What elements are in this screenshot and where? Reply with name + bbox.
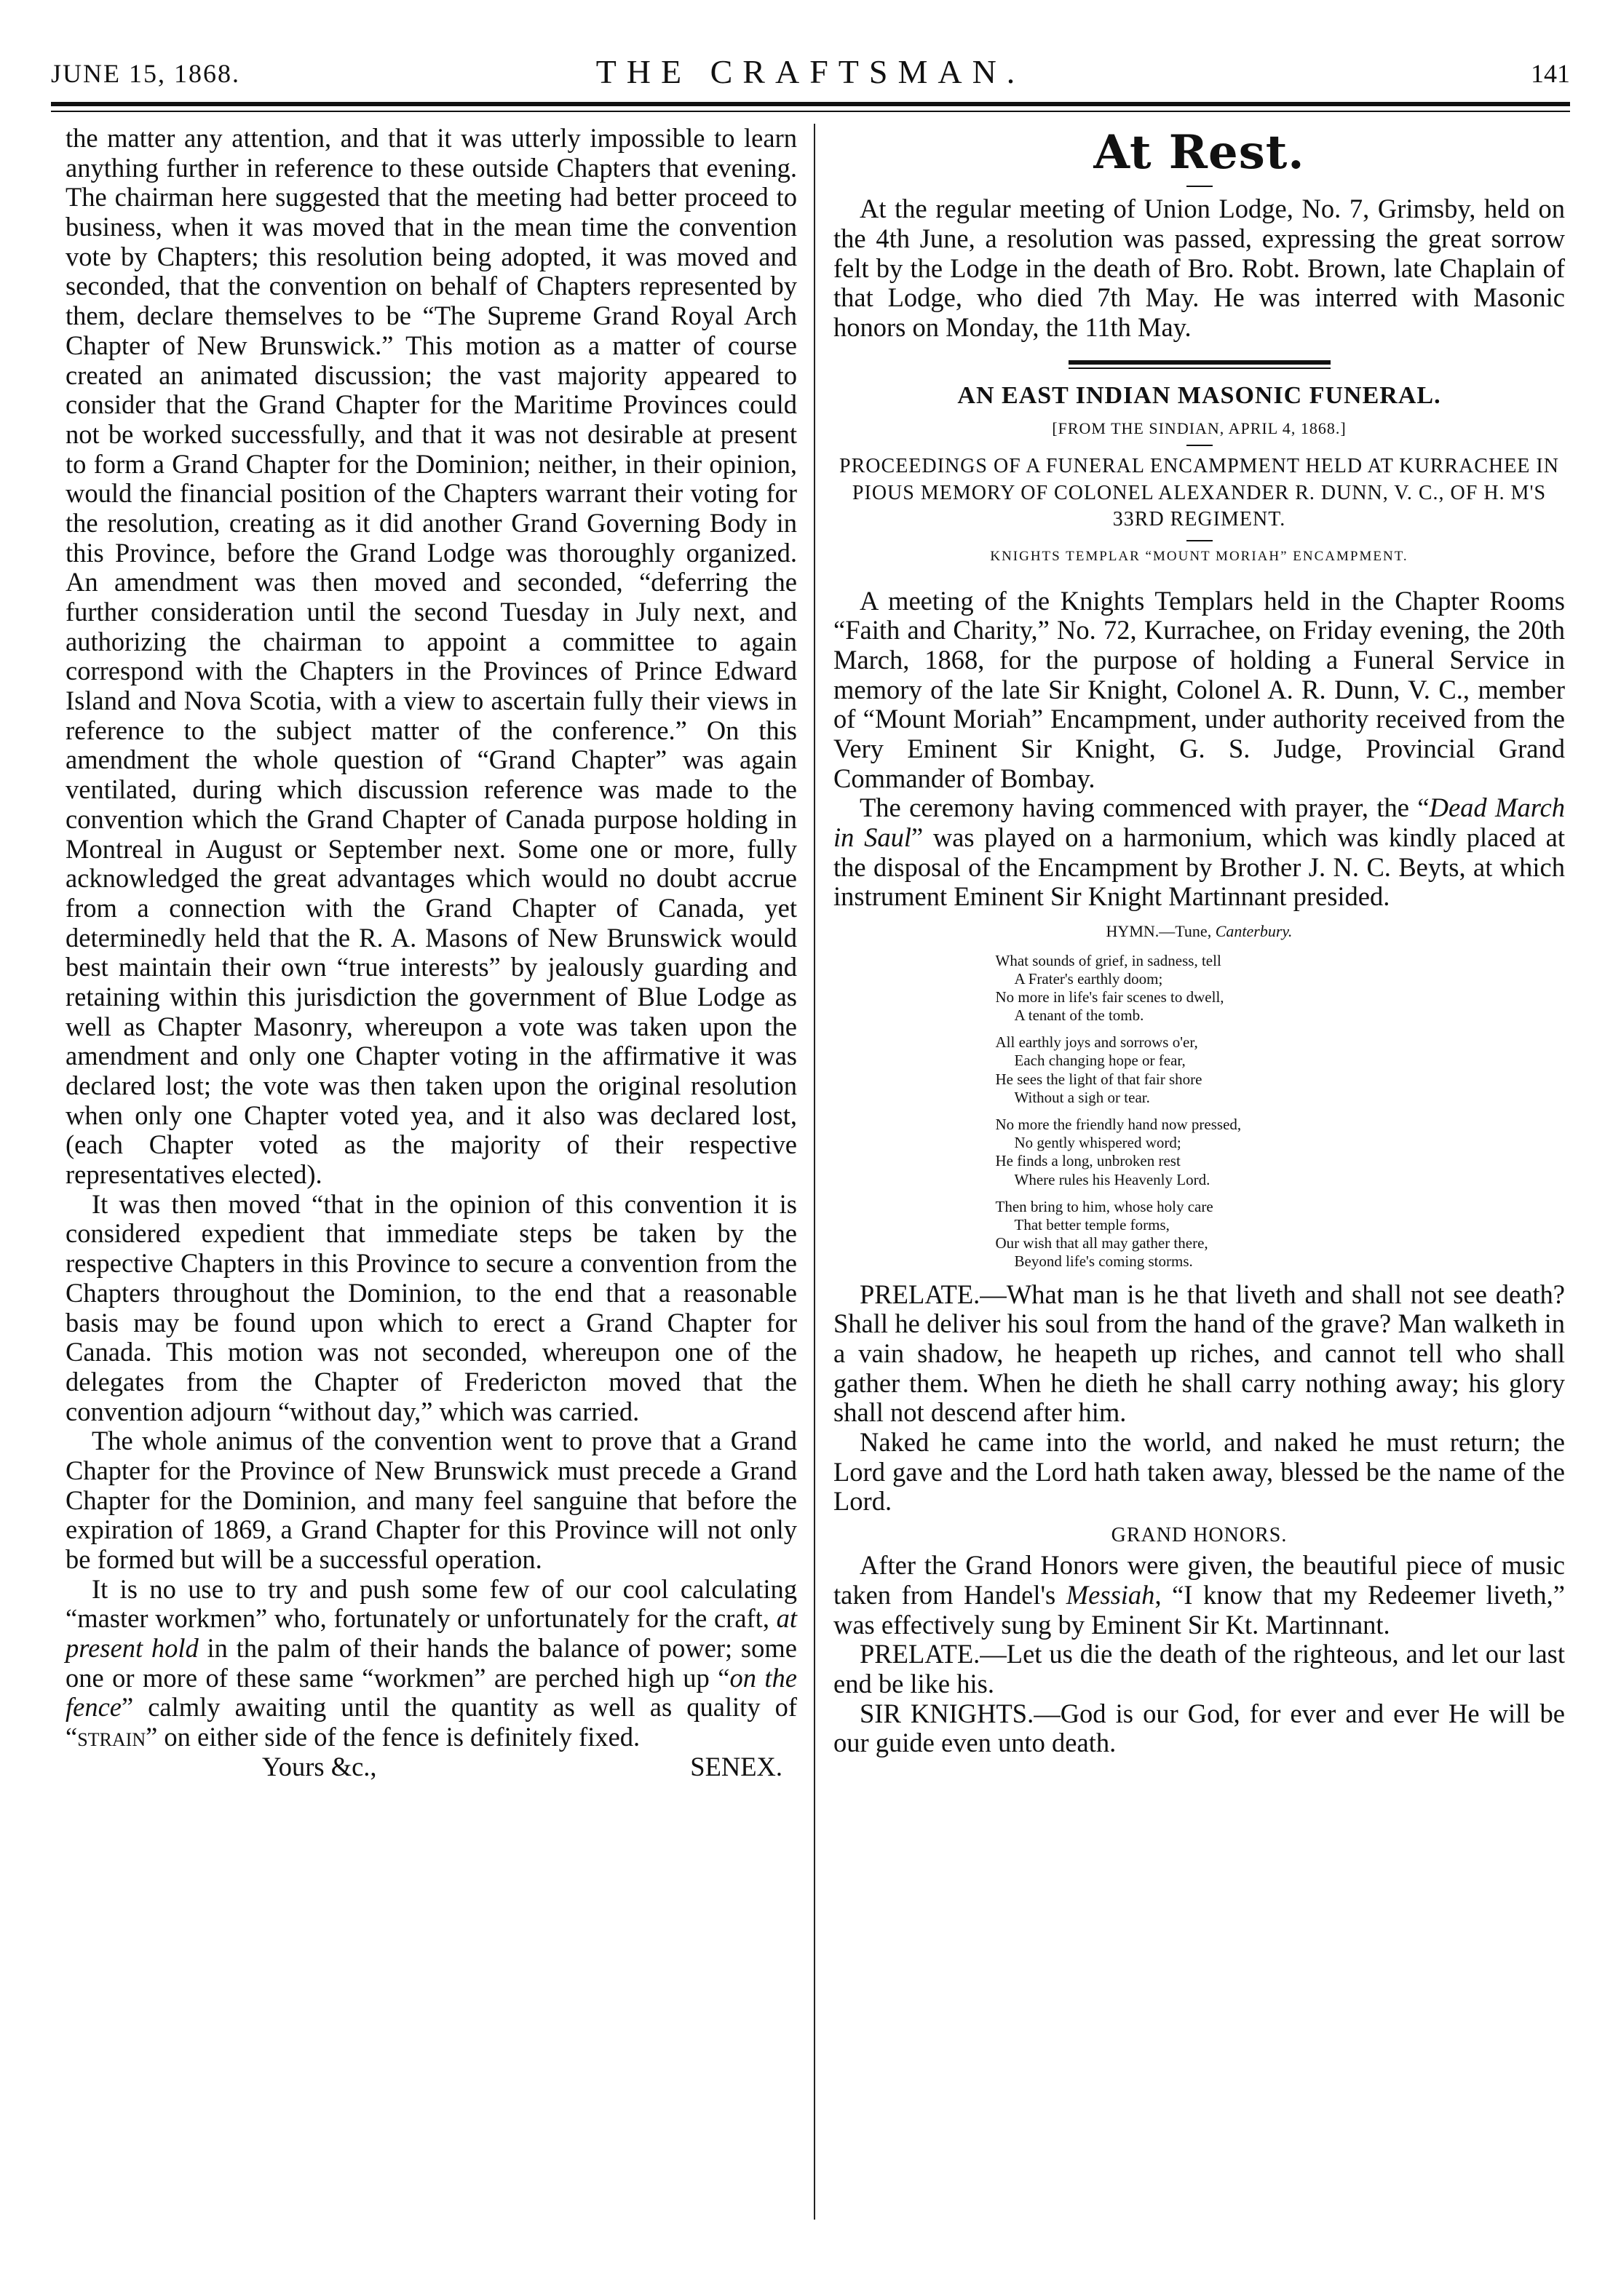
short-dash — [1186, 540, 1213, 541]
para4-strain: strain — [77, 1722, 146, 1752]
prelate-paragraph-1 — [833, 1280, 1565, 1428]
hymn-stanza — [996, 1033, 1403, 1107]
right-column — [833, 124, 1565, 1758]
messiah-text-b: , “I know that my Redeemer liveth,” was effectively sung by Eminent Sir Kt. Martinnant. — [833, 1579, 1565, 1640]
encampment-heading: KNIGHTS TEMPLAR “MOUNT MORIAH” ENCAMPMENT. — [990, 549, 1408, 565]
messiah-paragraph — [833, 1551, 1565, 1640]
signature-line — [66, 1752, 797, 1782]
hymn-line: No more the friendly hand now pressed, — [995, 1116, 1242, 1134]
sir-knights-label: SIR KNIGHTS. — [860, 1698, 1034, 1728]
article-source: [FROM THE SINDIAN, APRIL 4, 1868.] — [1052, 418, 1347, 437]
hymn-line: Each changing hope or fear, — [1014, 1052, 1186, 1070]
para4-italic-present-hold: at present hold — [66, 1603, 797, 1664]
ceremony-paragraph — [833, 793, 1565, 912]
header-rule-thick — [51, 102, 1570, 106]
prelate-text: —Let us die the death of the righteous, and let our last end be like his. — [833, 1639, 1565, 1699]
hymn-line: Where rules his Heavenly Lord. — [1014, 1170, 1210, 1188]
hymn-tune: Canterbury. — [1215, 922, 1293, 941]
column-divider — [814, 124, 815, 2220]
hymn-line: All earthly joys and sorrows o'er, — [995, 1033, 1198, 1052]
para4-text-a: It is no use to try and push some few of our cool calculating “master workmen” who, fortunately or unfortunately for the craft, — [66, 1573, 797, 1634]
para4-text-c: ” calmly awaiting until the quantity as well as quality of “ — [66, 1692, 797, 1752]
at-rest-heading: At Rest. — [1093, 125, 1305, 180]
para4-text-b: in the palm of their hands the balance of power; some one or more of these same “workmen” are perched high up “ — [66, 1633, 797, 1693]
short-dash — [1186, 445, 1213, 446]
header-rule-thin — [51, 111, 1570, 112]
page-header — [51, 52, 1570, 96]
prelate-label: PRELATE. — [860, 1279, 980, 1309]
messiah-italic: Messiah — [1066, 1579, 1155, 1610]
grand-honors-heading: GRAND HONORS. — [1111, 1524, 1288, 1547]
hymn-title-text: HYMN.—Tune, — [1106, 922, 1216, 941]
convention-paragraph-3: The whole animus of the convention went to prove that a Grand Chapter for the Province of New Brunswick must precede a Grand Chapter for the Dominion, and many feel sanguine that before the expiration of 1869, a Grand Chapter for this Province will not only be formed but will be a successful operation. — [66, 1426, 797, 1574]
ceremony-italic-dead-march: Dead March in Saul — [833, 793, 1566, 853]
short-dash — [1186, 186, 1213, 187]
sir-knights-paragraph — [833, 1699, 1565, 1758]
ceremony-text-a: The ceremony having commenced with prayer, the “ — [860, 793, 1430, 823]
prelate-text: —What man is he that liveth and shall not see death? Shall he deliver his soul from the hand of the grave? Man walketh in a vain shadow, he heapeth up riches, and cannot tell who shall gather them. When he dieth he shall carry nothing away; his glory shall not descend after him. — [833, 1279, 1565, 1428]
hymn-line: He sees the light of that fair shore — [995, 1070, 1202, 1088]
messiah-text-a: After the Grand Honors were given, the beautiful piece of music taken from Handel's — [833, 1550, 1565, 1610]
hymn-line: A Frater's earthly doom; — [1014, 969, 1163, 988]
para4-italic-on-fence: on the fence — [66, 1662, 797, 1723]
at-rest-paragraph: At the regular meeting of Union Lodge, No. 7, Grimsby, held on the 4th June, a resolution was passed, expressing the great sorrow felt by the Lodge in the death of Bro. Robt. Brown, late Chaplain of that Lodge, who died 7th May. He was interred with Masonic honors on Monday, the 11th May. — [833, 194, 1565, 343]
article-subtitle: PROCEEDINGS OF A FUNERAL ENCAMPMENT HELD AT KURRACHEE IN PIOUS MEMORY OF COLONEL ALEXANDER R. DUNN, V. C., OF H. M'S 33RD REGIMENT. — [839, 455, 1559, 531]
prelate-label: PRELATE. — [860, 1639, 980, 1669]
hymn — [996, 922, 1403, 1271]
funeral-article-title: AN EAST INDIAN MASONIC FUNERAL. — [957, 381, 1441, 409]
hymn-line: That better temple forms, — [1014, 1215, 1170, 1234]
meeting-paragraph: A meeting of the Knights Templars held in the Chapter Rooms “Faith and Charity,” No. 72, Kurrachee, on Friday evening, the 20th March, 1868, for the purpose of holding a Funeral Service in memory of the late Sir Knight, Colonel A. R. Dunn, V. C., member of “Mount Moriah” Encampment, under authority received from the Very Eminent Sir Knight, G. S. Judge, Provincial Grand Commander of Bombay. — [833, 585, 1565, 793]
convention-paragraph-4 — [66, 1575, 797, 1752]
hymn-stanza — [996, 1116, 1403, 1189]
hymn-line: Beyond life's coming storms. — [1014, 1252, 1193, 1271]
prelate-paragraph-2 — [833, 1640, 1565, 1699]
issue-date: JUNE 15, 1868. — [51, 59, 240, 88]
signature-name: SENEX. — [690, 1751, 782, 1781]
publication-title: THE CRAFTSMAN. — [595, 53, 1026, 90]
signature-yours: Yours &c., — [262, 1751, 377, 1781]
convention-paragraph-1: the matter any attention, and that it was utterly impossible to learn anything further in reference to these outside Chapters that evening. The chairman here suggested that the meeting had better proceed to business, when it was moved that in the mean time the convention vote by Chapters; this resolution being adopted, it was moved and seconded, that the convention on behalf of Chapters represented by them, declare themselves to be “The Supreme Grand Royal Arch Chapter of New Brunswick.” This motion as a matter of course created an animated discussion; the vast majority appeared to consider that the Grand Chapter for the Maritime Provinces could not be worked successfully, and that it was not desirable at present to form a Grand Chapter for the Dominion; neither, in their opinion, would the financial position of the Chapters warrant their voting for the resolution, creating as it did another Grand Governing Body in this Province, before the Grand Lodge was thoroughly organized. An amendment was then moved and seconded, “deferring the further consideration until the second Tuesday in July next, and authorizing the chairman to appoint a committee to again correspond with the Chapters in the Provinces of Prince Edward Island and Nova Scotia, with a view to ascertain fully their views in reference to the subject matter of the conference.” On this amendment the whole question of “Grand Chapter” was again ventilated, during which discussion reference was made to the convention which the Grand Chapter of Canada purpose holding in Montreal in August or September next. Some one or more, fully acknowledged the great advantages which would no doubt accrue from a connection with the Grand Chapter of Canada, yet determinedly held that the R. A. Masons of New Brunswick would best maintain their own “true interests” by jealously guarding and retaining within this jurisdiction the government of Blue Lodge as well as Chapter Masonry, whereupon a vote was taken upon the amendment and only one Chapter voting in the affirmative it was declared lost; the vote was then taken upon the original resolution when only one Chapter voted yea, and it also was declared lost, (each Chapter voted as the majority of their respective representatives elected). — [66, 123, 797, 1190]
hymn-stanza — [996, 1198, 1403, 1271]
hymn-line: Without a sigh or tear. — [1014, 1088, 1150, 1106]
hymn-line: What sounds of grief, in sadness, tell — [995, 951, 1221, 969]
hymn-line: A tenant of the tomb. — [1014, 1006, 1144, 1025]
hymn-line: Then bring to him, whose holy care — [995, 1197, 1213, 1215]
convention-paragraph-2: It was then moved “that in the opinion of this convention it is considered expedient that immediate steps be taken by the respective Chapters in this Province to secure a convention from the Chapters throughout the Dominion, to the end that a reasonable basis may be found upon which to erect a Grand Chapter for Canada. This motion was not seconded, whereupon one of the delegates from the Chapter of Fredericton moved that the convention adjourn “without day,” which was carried. — [66, 1188, 797, 1426]
hymn-line: No more in life's fair scenes to dwell, — [995, 988, 1224, 1006]
page-number: 141 — [1531, 59, 1570, 88]
hymn-title — [996, 922, 1403, 941]
hymn-line: No gently whispered word; — [1014, 1134, 1181, 1152]
sir-knights-text: —God is our God, for ever and ever He will be our guide even unto death. — [833, 1698, 1565, 1758]
ceremony-text-b: ” was played on a harmonium, which was kindly placed at the disposal of the Encampment by Brother J. N. C. Beyts, at which instrument Eminent Sir Knight Martinnant presided. — [833, 822, 1565, 912]
hymn-line: Our wish that all may gather there, — [995, 1234, 1208, 1252]
hymn-stanza — [996, 952, 1403, 1025]
left-column — [66, 124, 797, 1782]
hymn-line: He finds a long, unbroken rest — [995, 1152, 1181, 1170]
naked-paragraph: Naked he came into the world, and naked he must return; the Lord gave and the Lord hath taken away, blessed be the name of the Lord. — [833, 1426, 1565, 1517]
para4-text-d: ” on either side of the fence is definitely fixed. — [146, 1722, 641, 1752]
section-double-rule — [1069, 360, 1331, 369]
